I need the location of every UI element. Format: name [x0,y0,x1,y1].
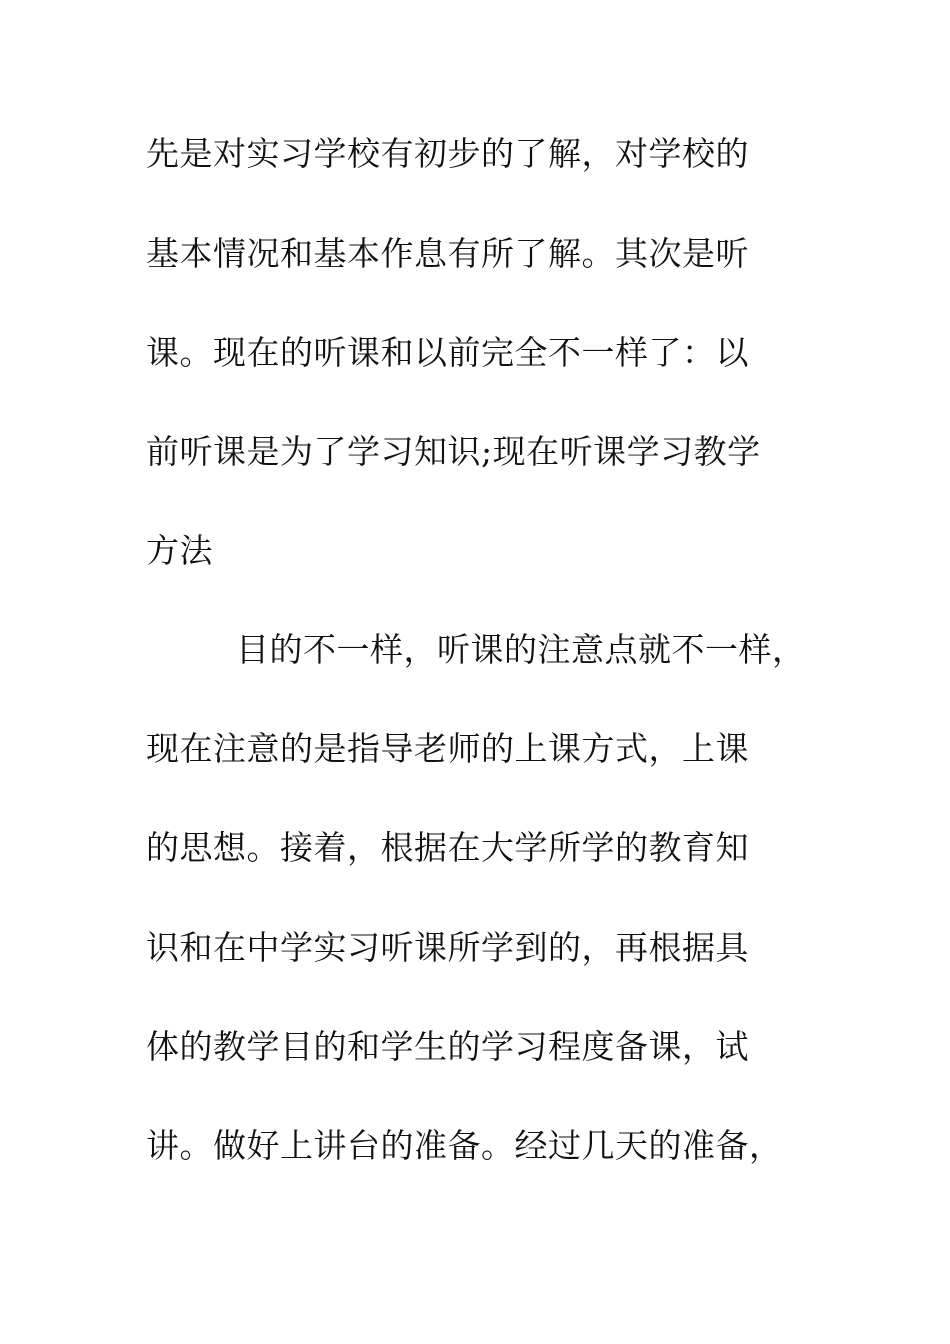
text-line: 识和在中学实习听课所学到的，再根据具 [146,928,749,967]
text-line: 先是对实习学校有初步的了解，对学校的 [146,134,749,173]
text-line: 方法 [146,531,213,570]
text-line: 课。现在的听课和以前完全不一样了：以 [146,333,749,372]
text-line: 基本情况和基本作息有所了解。其次是听 [146,234,749,273]
text-line: 体的教学目的和学生的学习程度备课，试 [146,1027,749,1066]
text-line: 现在注意的是指导老师的上课方式，上课 [146,729,749,768]
paragraph-first-line: 目的不一样，听课的注意点就不一样， [236,630,806,669]
text-line: 前听课是为了学习知识;现在听课学习教学 [146,432,761,471]
text-line: 讲。做好上讲台的准备。经过几天的准备， [146,1126,783,1165]
text-line: 的思想。接着，根据在大学所学的教育知 [146,828,749,867]
